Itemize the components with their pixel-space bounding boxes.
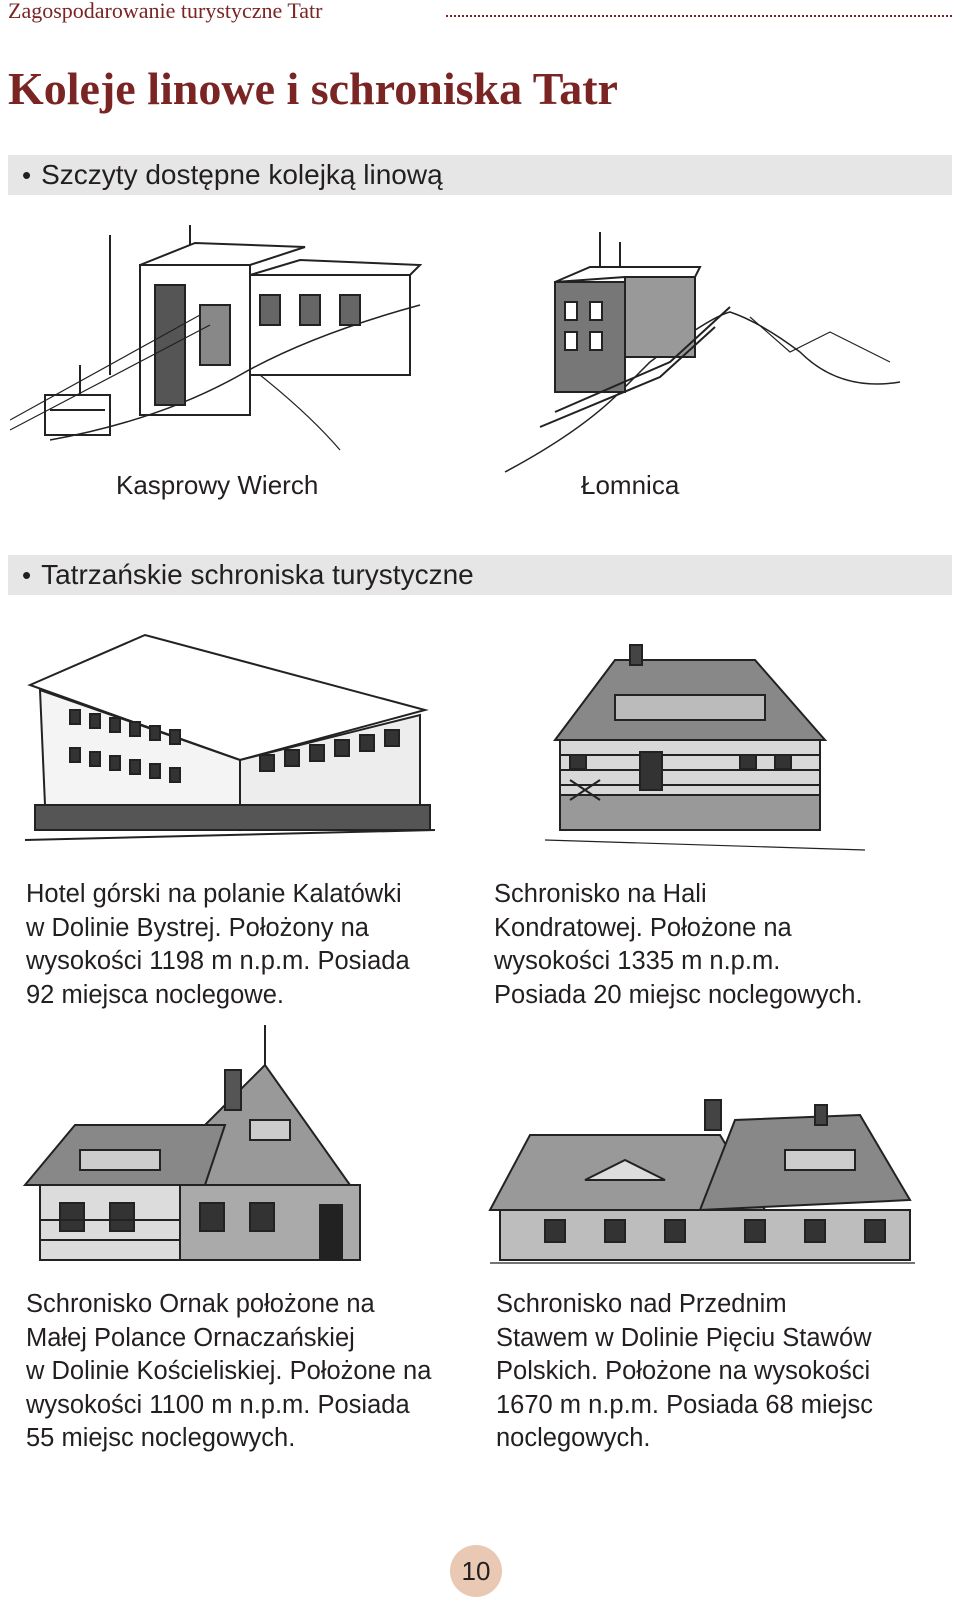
shelter-description-ornak [26, 1288, 431, 1456]
page-number-badge [450, 1545, 502, 1597]
running-header-title: Zagospodarowanie turystyczne Tatr [8, 0, 323, 23]
description-line: wysokości 1198 m n.p.m. Posiada [26, 947, 410, 975]
description-line: Schronisko na Hali [494, 880, 707, 908]
running-header-dotted-rule [446, 15, 952, 17]
description-line: Hotel górski na polanie Kalatówki [26, 880, 402, 908]
running-header [8, 0, 952, 26]
description-line: Stawem w Dolinie Pięciu Stawów [496, 1323, 872, 1352]
page-title: Koleje linowe i schroniska Tatr [8, 63, 618, 114]
kasprowy-wierch-station-drawing [10, 215, 435, 455]
section-heading-shelters: Tatrzańskie schroniska turystyczne [41, 559, 474, 590]
section-heading-cable-cars: Szczyty dostępne kolejką linową [41, 159, 443, 190]
caption-kasprowy-wierch: Kasprowy Wierch [116, 470, 319, 500]
description-line: w Dolinie Kościeliskiej. Położone na [26, 1357, 432, 1385]
kalatowki-hotel-drawing [25, 630, 440, 860]
description-line: wysokości 1100 m n.p.m. Posiada [26, 1390, 410, 1419]
ornak-shelter-drawing [20, 1025, 380, 1270]
description-line: Kondratowej. Położone na [494, 913, 792, 942]
description-line: Posiada 20 miejsc noclegowych. [494, 980, 863, 1009]
description-line: noclegowych. [496, 1424, 651, 1452]
caption-lomnica: Łomnica [581, 470, 680, 500]
description-line: Schronisko Ornak położone na [26, 1290, 375, 1318]
description-line: w Dolinie Bystrej. Położony na [26, 913, 369, 942]
description-line: Polskich. Położone na wysokości [496, 1357, 871, 1385]
description-line: 55 miejsc noclegowych. [26, 1424, 296, 1452]
description-line: Małej Polance Ornaczańskiej [26, 1323, 355, 1352]
bullet-icon: • [22, 559, 32, 590]
shelter-description-kalatowki [26, 878, 410, 1012]
hala-kondratowa-shelter-drawing [540, 640, 870, 865]
piec-stawow-shelter-drawing [485, 1095, 920, 1270]
description-line: Schronisko nad Przednim [496, 1290, 787, 1318]
section-bar-shelters [8, 555, 952, 595]
lomnica-station-drawing [500, 222, 905, 482]
description-line: 92 miejsca noclegowe. [26, 980, 284, 1009]
bullet-icon: • [22, 159, 32, 190]
shelter-description-piec-stawow [496, 1288, 873, 1456]
shelter-description-hala-kondratowa [494, 878, 863, 1012]
description-line: wysokości 1335 m n.p.m. [494, 947, 781, 975]
page-number: 10 [461, 1555, 491, 1586]
section-bar-cable-cars [8, 155, 952, 195]
description-line: 1670 m n.p.m. Posiada 68 miejsc [496, 1390, 874, 1419]
